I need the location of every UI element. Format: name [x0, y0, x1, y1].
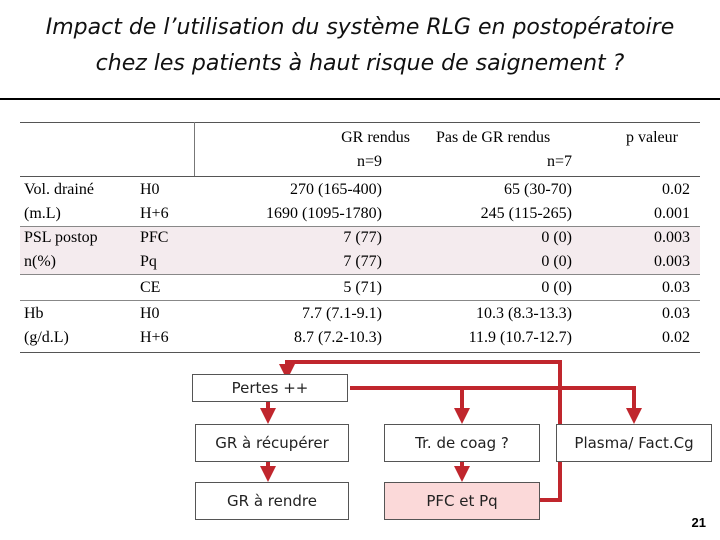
row-time: H+6	[140, 329, 169, 346]
pfc-pq-box: PFC et Pq	[384, 482, 540, 520]
row-time: Pq	[140, 253, 157, 270]
row-gr-value: 270 (165-400)	[290, 181, 382, 198]
row-time: H0	[140, 305, 160, 322]
row-pas-value: 0 (0)	[541, 229, 572, 246]
row-time: PFC	[140, 229, 169, 246]
row-pas-value: 0 (0)	[541, 253, 572, 270]
row-p-value: 0.02	[662, 181, 690, 198]
row-label: PSL postop	[24, 229, 98, 246]
row-pas-value: 245 (115-265)	[480, 205, 572, 222]
pertes-box: Pertes ++	[192, 374, 348, 402]
row-pas-value: 0 (0)	[541, 279, 572, 296]
row-p-value: 0.02	[662, 329, 690, 346]
title-line-2: chez les patients à haut risque de saignement ?	[95, 51, 625, 76]
header-pas-gr-n: n=7	[546, 153, 572, 170]
row-p-value: 0.03	[662, 305, 690, 322]
page-number: 21	[691, 515, 706, 530]
row-label: (m.L)	[24, 205, 61, 222]
row-gr-value: 8.7 (7.2-10.3)	[294, 329, 382, 346]
row-p-value: 0.003	[654, 253, 690, 270]
row-gr-value: 7.7 (7.1-9.1)	[302, 305, 382, 322]
row-pas-value: 10.3 (8.3-13.3)	[476, 305, 572, 322]
tr-coag-box: Tr. de coag ?	[384, 424, 540, 462]
row-label: Hb	[24, 305, 44, 322]
row-time: H0	[140, 181, 160, 198]
row-p-value: 0.003	[654, 229, 690, 246]
row-gr-value: 7 (77)	[343, 253, 382, 270]
row-label: n(%)	[24, 253, 56, 270]
header-pas-gr: Pas de GR rendus	[436, 129, 551, 146]
row-time: CE	[140, 279, 161, 296]
gr-recuperer-box: GR à récupérer	[195, 424, 349, 462]
header-p-valeur: p valeur	[626, 129, 678, 146]
plasma-box: Plasma/ Fact.Cg	[556, 424, 712, 462]
header-gr-rendus: GR rendus	[341, 129, 410, 146]
row-label: (g/d.L)	[24, 329, 69, 346]
row-gr-value: 5 (71)	[343, 279, 382, 296]
arrow-to-plasma	[462, 388, 634, 416]
row-p-value: 0.03	[662, 279, 690, 296]
row-gr-value: 1690 (1095-1780)	[266, 205, 382, 222]
title-line-1: Impact de l’utilisation du système RLG en postopératoire	[45, 15, 675, 40]
header-gr-rendus-n: n=9	[356, 153, 382, 170]
row-gr-value: 7 (77)	[343, 229, 382, 246]
row-label: Vol. drainé	[24, 181, 94, 198]
arrow-pertes-to-tr-coag	[350, 388, 462, 416]
gr-rendre-box: GR à rendre	[195, 482, 349, 520]
row-time: H+6	[140, 205, 169, 222]
row-pas-value: 11.9 (10.7-12.7)	[468, 329, 572, 346]
row-pas-value: 65 (30-70)	[504, 181, 572, 198]
row-p-value: 0.001	[654, 205, 690, 222]
